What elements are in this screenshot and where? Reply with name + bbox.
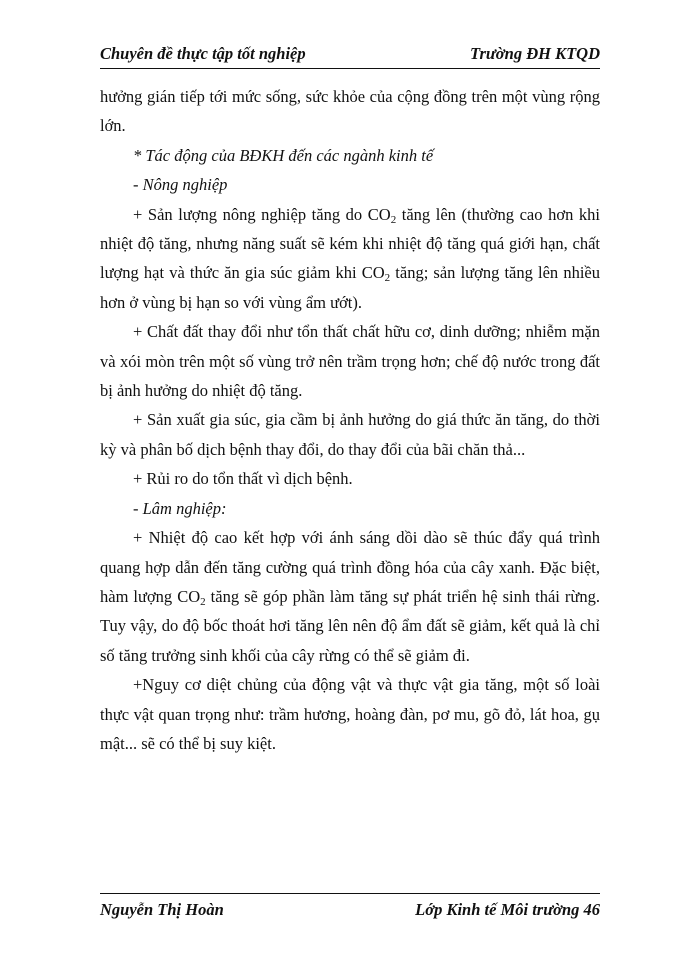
- header-title: Chuyên đề thực tập tốt nghiệp: [100, 44, 306, 63]
- paragraph-extinction-risk: +Nguy cơ diệt chủng của động vật và thực vật gia tăng, một số loài thực vật quan trọng như: trầm hương, hoàng đàn, pơ mu, gõ đỏ, lát hoa, gụ mật... sẽ có thể bị suy kiệt.: [100, 675, 600, 753]
- subsection-agriculture: - Nông nghiệp: [133, 175, 228, 195]
- page-footer: [100, 893, 600, 928]
- header-school: Trường ĐH KTQD: [470, 44, 600, 63]
- paragraph-livestock: + Sản xuất gia súc, gia cầm bị ảnh hưởng do giá thức ăn tăng, do thời kỳ và phân bố dịch bệnh thay đổi, do thay đổi của bãi chăn thả...: [100, 410, 600, 459]
- footer-author: Nguyễn Thị Hoàn: [100, 900, 224, 919]
- section-heading: * Tác động của BĐKH đến các ngành kinh tế: [133, 145, 434, 165]
- page-header: [100, 42, 600, 69]
- subsection-forestry: - Lâm nghiệp:: [133, 498, 227, 518]
- paragraph-agriculture-output: + Sản lượng nông nghiệp tăng do $CO_2$ tăng lên (thường cao hơn khi nhiệt độ tăng, nhưng năng suất sẽ kém khi nhiệt độ tăng quá giới hạn, chất lượng hạt và thức ăn gia súc giảm khi $CO_2$ tăng; sản lượng tăng lên nhiều hơn ở vùng bị hạn so với vùng ẩm ướt).: [100, 204, 600, 312]
- footer-class: Lớp Kinh tế Môi trường 46: [415, 900, 600, 919]
- paragraph-forestry-growth: + Nhiệt độ cao kết hợp với ánh sáng dồi dào sẽ thúc đẩy quá trình quang hợp dẫn đến tăng cường quá trình đồng hóa của cây xanh. Đặc biệt, hàm lượng $CO_2$ tăng sẽ góp phần làm tăng sự phát triển hệ sinh thái rừng. Tuy vậy, do độ bốc thoát hơi tăng lên nên độ ẩm đất sẽ giảm, kết quả là chỉ số tăng trưởng sinh khối của cây rừng có thể sẽ giảm đi.: [100, 528, 600, 665]
- paragraph-intro: hưởng gián tiếp tới mức sống, sức khỏe của cộng đồng trên một vùng rộng lớn.: [100, 87, 600, 136]
- paragraph-disease-risk: + Rủi ro do tổn thất vì dịch bệnh.: [133, 469, 353, 489]
- paragraph-soil: + Chất đất thay đổi như tổn thất chất hữu cơ, dinh dưỡng; nhiễm mặn và xói mòn trên một số vùng trở nên trầm trọng hơn; chế độ nước trong đất bị ảnh hưởng do nhiệt độ tăng.: [100, 322, 600, 401]
- document-body: [100, 82, 600, 758]
